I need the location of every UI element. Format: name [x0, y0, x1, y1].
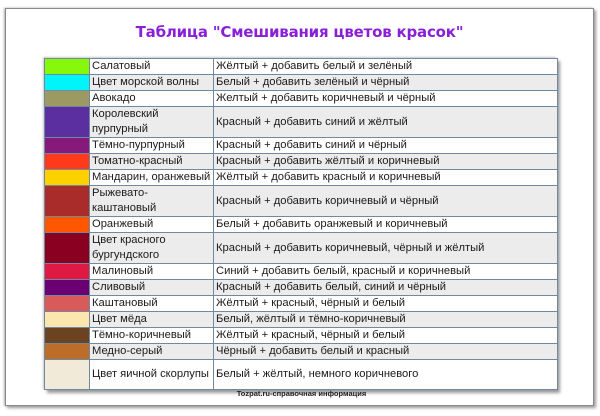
table-row [45, 186, 558, 217]
color-name-cell: Цвет яичной скорлупы [90, 360, 214, 390]
mixing-recipe-cell: Красный + добавить синий и жёлтый [214, 107, 558, 138]
table-row [45, 312, 558, 328]
mixing-recipe-cell: Синий + добавить белый, красный и коричневый [214, 264, 558, 280]
table-row [45, 328, 558, 344]
color-swatch [45, 154, 89, 169]
color-mixing-table-container [44, 58, 557, 390]
color-swatch-cell [45, 91, 90, 107]
footer-source: Tozpat.ru-справочная информация [236, 389, 367, 398]
mixing-recipe-cell: Красный + добавить синий и чёрный [214, 138, 558, 154]
mixing-recipe-cell: Белый, жёлтый и тёмно-коричневый [214, 312, 558, 328]
color-swatch-cell [45, 59, 90, 75]
table-body [45, 59, 558, 390]
mixing-recipe-cell: Белый + жёлтый, немного коричневого [214, 360, 558, 390]
color-swatch-cell [45, 75, 90, 91]
table-row [45, 344, 558, 360]
table-row [45, 264, 558, 280]
color-swatch [45, 280, 89, 295]
color-swatch [45, 328, 89, 343]
color-swatch-cell [45, 280, 90, 296]
color-swatch [45, 217, 89, 232]
color-swatch-cell [45, 344, 90, 360]
color-name-cell: Цвет морской волны [90, 75, 214, 91]
color-swatch [45, 170, 89, 185]
table-row [45, 91, 558, 107]
color-name-cell: Мандарин, оранжевый [90, 170, 214, 186]
color-swatch-cell [45, 312, 90, 328]
color-name-cell: Салатовый [90, 59, 214, 75]
mixing-recipe-cell: Жёлтый + добавить красный и коричневый [214, 170, 558, 186]
mixing-recipe-cell: Белый + добавить зелёный и чёрный [214, 75, 558, 91]
color-swatch-cell [45, 186, 90, 217]
color-name-cell: Томатно-красный [90, 154, 214, 170]
color-swatch [45, 59, 89, 74]
color-swatch-cell [45, 217, 90, 233]
table-row [45, 170, 558, 186]
color-swatch-cell [45, 264, 90, 280]
mixing-recipe-cell: Белый + добавить оранжевый и коричневый [214, 217, 558, 233]
color-name-cell: Цвет мёда [90, 312, 214, 328]
table-row [45, 107, 558, 138]
color-name-cell: Медно-серый [90, 344, 214, 360]
color-name-cell: Оранжевый [90, 217, 214, 233]
color-swatch-cell [45, 328, 90, 344]
color-name-cell: Цвет красного бургундского [90, 233, 214, 264]
color-swatch [45, 312, 89, 327]
color-swatch-cell [45, 107, 90, 138]
color-swatch [45, 186, 89, 216]
color-name-cell: Малиновый [90, 264, 214, 280]
mixing-recipe-cell: Жёлтый + красный, чёрный и белый [214, 328, 558, 344]
color-swatch [45, 138, 89, 153]
color-swatch [45, 233, 89, 263]
table-row [45, 296, 558, 312]
mixing-recipe-cell: Красный + добавить жёлтый и коричневый [214, 154, 558, 170]
color-swatch [45, 264, 89, 279]
color-name-cell: Сливовый [90, 280, 214, 296]
table-row [45, 138, 558, 154]
mixing-recipe-cell: Красный + добавить коричневый и чёрный [214, 186, 558, 217]
color-name-cell: Тёмно-коричневый [90, 328, 214, 344]
color-swatch [45, 107, 89, 137]
table-row [45, 233, 558, 264]
table-row [45, 360, 558, 390]
color-swatch-cell [45, 138, 90, 154]
page-title: Таблица "Смешивания цветов красок" [135, 23, 464, 41]
document-page [5, 8, 594, 406]
mixing-recipe-cell: Красный + добавить белый, синий и чёрный [214, 280, 558, 296]
color-name-cell: Каштановый [90, 296, 214, 312]
color-name-cell: Тёмно-пурпурный [90, 138, 214, 154]
color-swatch [45, 296, 89, 311]
color-swatch-cell [45, 154, 90, 170]
color-swatch [45, 344, 89, 359]
table-row [45, 75, 558, 91]
color-swatch [45, 91, 89, 106]
color-swatch-cell [45, 170, 90, 186]
table-row [45, 154, 558, 170]
color-swatch [45, 75, 89, 90]
color-name-cell: Рыжевато-каштановый [90, 186, 214, 217]
color-name-cell: Королевский пурпурный [90, 107, 214, 138]
color-mixing-table [44, 58, 558, 390]
table-row [45, 280, 558, 296]
color-name-cell: Авокадо [90, 91, 214, 107]
mixing-recipe-cell: Желтый + добавить коричневый и чёрный [214, 91, 558, 107]
color-swatch-cell [45, 296, 90, 312]
color-swatch [45, 360, 89, 389]
mixing-recipe-cell: Чёрный + добавить белый и красный [214, 344, 558, 360]
mixing-recipe-cell: Жёлтый + красный, чёрный и белый [214, 296, 558, 312]
mixing-recipe-cell: Красный + добавить коричневый, чёрный и жёлтый [214, 233, 558, 264]
table-row [45, 59, 558, 75]
table-row [45, 217, 558, 233]
color-swatch-cell [45, 233, 90, 264]
color-swatch-cell [45, 360, 90, 390]
mixing-recipe-cell: Жёлтый + добавить белый и зелёный [214, 59, 558, 75]
